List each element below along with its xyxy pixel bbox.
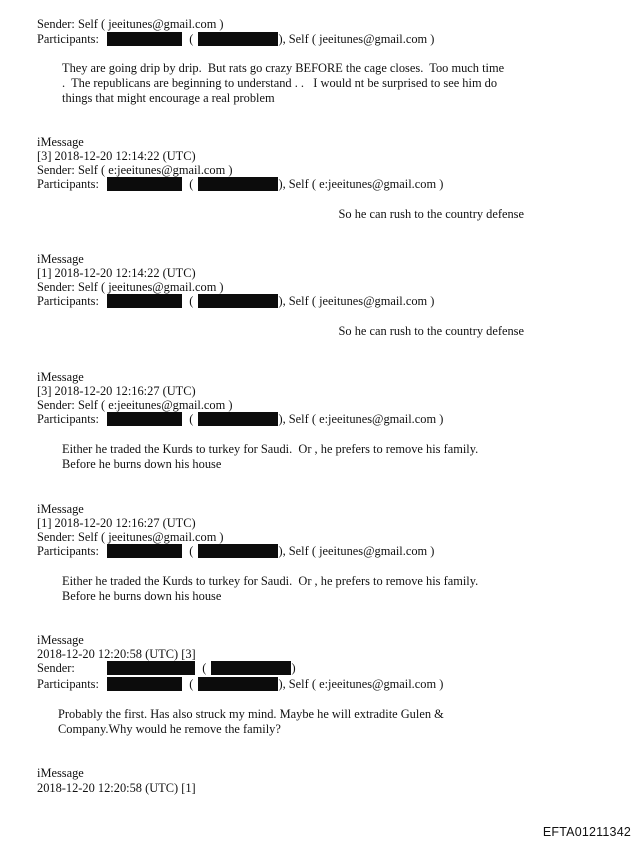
- participants-label: Participants:: [37, 294, 99, 308]
- redaction-box: [198, 412, 278, 426]
- paren-open: (: [202, 661, 207, 675]
- message-type: iMessage: [37, 135, 84, 149]
- redaction-box: [107, 294, 182, 308]
- sender-line: Sender: Self ( jeeitunes@gmail.com ): [37, 530, 224, 544]
- message-body: Either he traded the Kurds to turkey for Saudi. Or , he prefers to remove his family. Before he burns down his house: [62, 574, 479, 603]
- message-header: 2018-12-20 12:20:58 (UTC) [3]: [37, 647, 196, 661]
- redaction-box: [198, 677, 278, 691]
- message-header: [1] 2018-12-20 12:14:22 (UTC): [37, 266, 196, 280]
- redaction-box: [198, 294, 278, 308]
- participants-label: Participants:: [37, 32, 99, 46]
- sender-line: Sender: Self ( jeeitunes@gmail.com ): [37, 17, 224, 31]
- redaction-box: [107, 661, 195, 675]
- participants-line: [37, 177, 443, 192]
- sender-line: Sender: Self ( e:jeeitunes@gmail.com ): [37, 398, 233, 412]
- message-type: iMessage: [37, 633, 84, 647]
- message-header: [1] 2018-12-20 12:16:27 (UTC): [37, 516, 196, 530]
- message-body: So he can rush to the country defense: [338, 207, 524, 221]
- message-body: Probably the first. Has also struck my mind. Maybe he will extradite Gulen & Company.Why would he remove the family?: [58, 707, 444, 736]
- participants-tail: ), Self ( e:jeeitunes@gmail.com ): [278, 677, 444, 691]
- paren-open: (: [189, 544, 194, 558]
- redaction-box: [107, 412, 182, 426]
- redaction-box: [211, 661, 291, 675]
- message-type: iMessage: [37, 370, 84, 384]
- redaction-box: [198, 177, 278, 191]
- document-id-footer: EFTA01211342: [542, 825, 631, 839]
- paren-open: (: [189, 677, 194, 691]
- message-type: iMessage: [37, 502, 84, 516]
- message-type: iMessage: [37, 252, 84, 266]
- message-header: 2018-12-20 12:20:58 (UTC) [1]: [37, 781, 196, 795]
- redaction-box: [107, 177, 182, 191]
- participants-label: Participants:: [37, 544, 99, 558]
- message-header: [3] 2018-12-20 12:14:22 (UTC): [37, 149, 196, 163]
- participants-label: Participants:: [37, 177, 99, 191]
- participants-label: Participants:: [37, 677, 99, 691]
- message-body: So he can rush to the country defense: [338, 324, 524, 338]
- participants-line: [37, 544, 434, 559]
- paren-open: (: [189, 412, 194, 426]
- redaction-box: [198, 32, 278, 46]
- redaction-box: [107, 32, 182, 46]
- paren-open: (: [189, 294, 194, 308]
- sender-label: Sender:: [37, 661, 75, 675]
- message-type: iMessage: [37, 766, 84, 780]
- redaction-box: [198, 544, 278, 558]
- paren-open: (: [189, 177, 194, 191]
- message-body: Either he traded the Kurds to turkey for Saudi. Or , he prefers to remove his family. Before he burns down his house: [62, 442, 479, 471]
- paren-open: (: [189, 32, 194, 46]
- participants-tail: ), Self ( jeeitunes@gmail.com ): [278, 544, 435, 558]
- redaction-box: [107, 544, 182, 558]
- participants-line: [37, 294, 434, 309]
- participants-line: [37, 32, 434, 47]
- sender-line: Sender: Self ( jeeitunes@gmail.com ): [37, 280, 224, 294]
- participants-label: Participants:: [37, 412, 99, 426]
- message-header: [3] 2018-12-20 12:16:27 (UTC): [37, 384, 196, 398]
- sender-line: Sender: Self ( e:jeeitunes@gmail.com ): [37, 163, 233, 177]
- participants-tail: ), Self ( jeeitunes@gmail.com ): [278, 294, 435, 308]
- participants-tail: ), Self ( e:jeeitunes@gmail.com ): [278, 177, 444, 191]
- sender-line: [37, 661, 296, 676]
- participants-line: [37, 412, 443, 427]
- participants-tail: ), Self ( jeeitunes@gmail.com ): [278, 32, 435, 46]
- participants-line: [37, 677, 443, 692]
- redaction-box: [107, 677, 182, 691]
- participants-tail: ), Self ( e:jeeitunes@gmail.com ): [278, 412, 444, 426]
- message-body: They are going drip by drip. But rats go crazy BEFORE the cage closes. Too much time . The republicans are beginning to understand . . I would nt be surprised to see him do things that might encourage a real problem: [62, 61, 505, 105]
- paren-close: ): [291, 661, 296, 675]
